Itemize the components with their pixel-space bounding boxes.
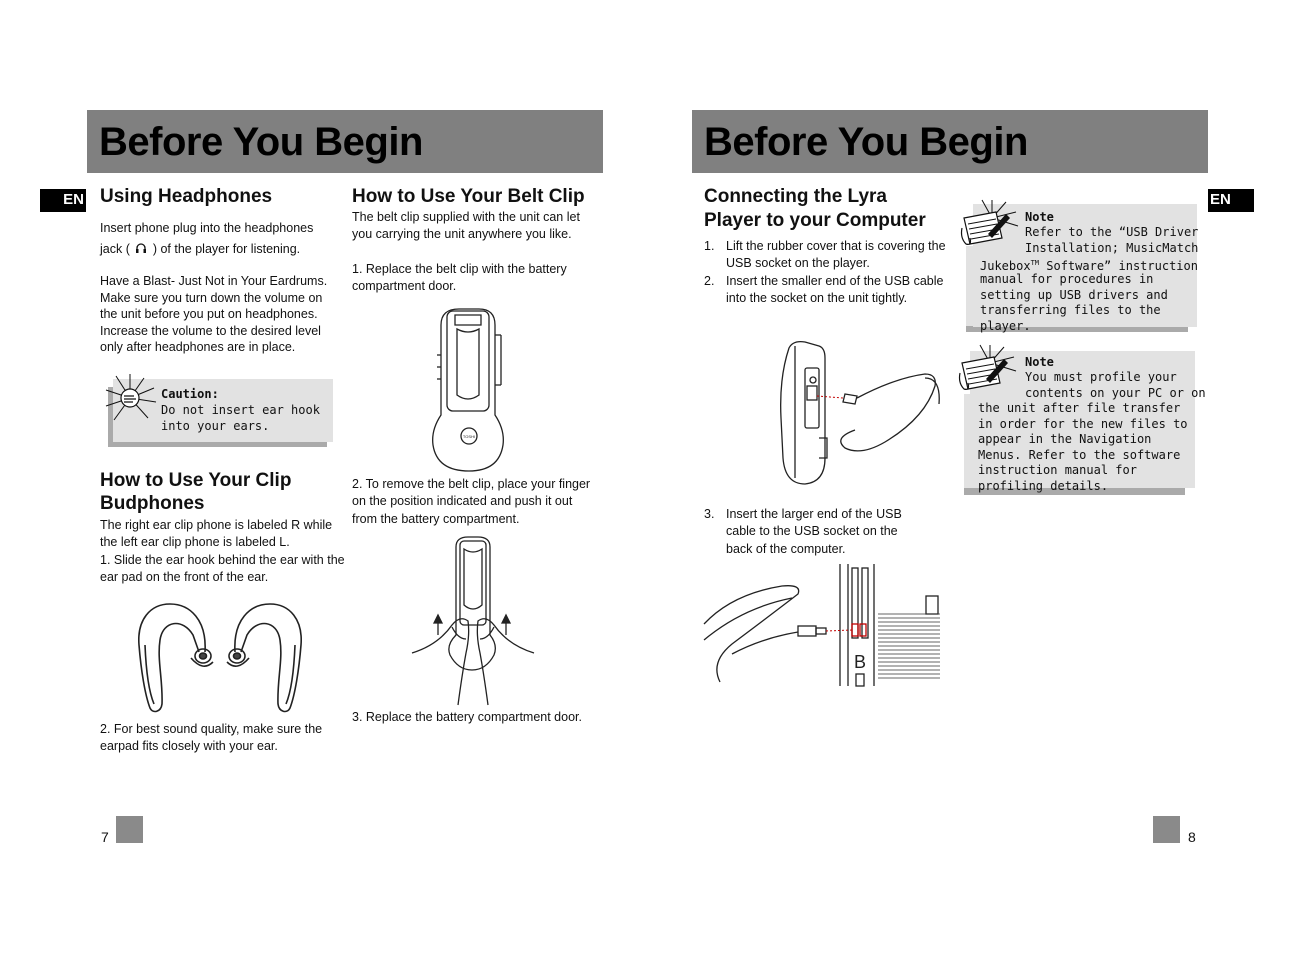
clip-budphones-step1: 1. Slide the ear hook behind the ear with the ear pad on the front of the ear. [100, 553, 345, 585]
right-page-marker [1153, 816, 1180, 843]
note1-title: Note [1025, 210, 1054, 224]
connect-step-2-text: Insert the smaller end of the USB cable into the socket on the unit tightly. [726, 274, 944, 306]
right-language-label: EN [1210, 191, 1231, 208]
right-header-bar [692, 110, 1208, 173]
note1-pen-paper-icon [958, 198, 1020, 248]
player-brand-label: TOSHI [462, 434, 476, 439]
computer-usb-port-illustration [702, 564, 942, 686]
note2-title: Note [1025, 355, 1054, 369]
left-page-title: Before You Begin [99, 120, 423, 164]
headphones-heading: Using Headphones [100, 186, 273, 207]
connect-step-1-text: Lift the rubber cover that is covering the USB socket on the player. [726, 239, 946, 271]
note2-pen-paper-icon [956, 343, 1018, 393]
headphones-line2-post: ) of the player for listening. [152, 242, 301, 256]
left-page-number: 7 [101, 829, 109, 845]
connect-step-3-text: Insert the larger end of the USB cable to the USB socket on the back of the computer. [726, 507, 902, 556]
clip-budphones-intro: The right ear clip phone is labeled R while the left ear clip phone is labeled L. [100, 518, 333, 550]
player-usb-cable-illustration [775, 338, 945, 488]
right-page-title: Before You Begin [704, 120, 1028, 164]
headphone-jack-icon [135, 242, 147, 254]
belt-clip-intro: The belt clip supplied with the unit can let you carrying the unit anywhere you like. [352, 210, 580, 242]
connect-heading: Connecting the Lyra Player to your Computer [704, 186, 926, 231]
note2-line1: You must profile your [1025, 370, 1177, 384]
note1-box-top-cutout [966, 246, 976, 326]
note1-trademark: TM [1030, 259, 1040, 267]
note2-line2: contents on your PC or on [1025, 386, 1206, 400]
connect-step-2-number: 2. [704, 274, 715, 288]
note2-box-top-cutout [964, 394, 974, 488]
warning-burst-icon [104, 372, 160, 428]
caution-title: Caution: [161, 387, 219, 401]
note1-line1: Refer to the “USB Driver [1025, 225, 1199, 239]
belt-clip-step1: 1. Replace the belt clip with the battery compartment door. [352, 262, 567, 294]
svg-text:B: B [854, 652, 867, 672]
headphones-warning-text: Have a Blast- Just Not in Your Eardrums. Make sure you turn down the volume on the unit before you put on headphones. Increase the volume to the desired level only after headphones are in place. [100, 274, 328, 354]
left-language-tab [40, 189, 86, 212]
right-language-tab [1208, 189, 1254, 212]
right-page-number: 8 [1188, 829, 1196, 845]
belt-clip-step2: 2. To remove the belt clip, place your finger on the position indicated and push it out from the battery compartment. [352, 477, 591, 526]
headphones-line2-pre: jack ( [100, 242, 130, 256]
connect-step-3-number: 3. [704, 507, 715, 521]
left-language-label: EN [63, 191, 84, 208]
ear-clip-earphones-illustration [135, 600, 305, 715]
headphones-line1: Insert phone plug into the headphones [100, 221, 314, 235]
headphones-line2 [100, 241, 340, 258]
belt-clip-step3: 3. Replace the battery compartment door. [352, 710, 582, 724]
left-page-marker [116, 816, 143, 843]
caution-text: Do not insert ear hook into your ears. [161, 403, 320, 433]
note1-jukebox: Jukebox [980, 259, 1031, 273]
clip-budphones-step2: 2. For best sound quality, make sure the earpad fits closely with your ear. [100, 722, 323, 754]
note2-body: the unit after file transfer in order for the new files to appear in the Navigation Menus. Refer to the software instruction manual for profiling details. [978, 401, 1188, 493]
left-header-bar [87, 110, 603, 173]
note1-body: manual for procedures in setting up USB drivers and transferring files to the player. [980, 272, 1168, 333]
remove-belt-clip-illustration [408, 535, 538, 710]
note1-line2: Installation; MusicMatch [1025, 241, 1199, 255]
note1-software: Software” instruction [1046, 259, 1198, 273]
player-with-belt-clip-illustration [429, 305, 509, 475]
belt-clip-heading: How to Use Your Belt Clip [352, 186, 585, 207]
clip-budphones-heading: How to Use Your Clip Budphones [100, 470, 292, 514]
connect-step-1-number: 1. [704, 239, 715, 253]
